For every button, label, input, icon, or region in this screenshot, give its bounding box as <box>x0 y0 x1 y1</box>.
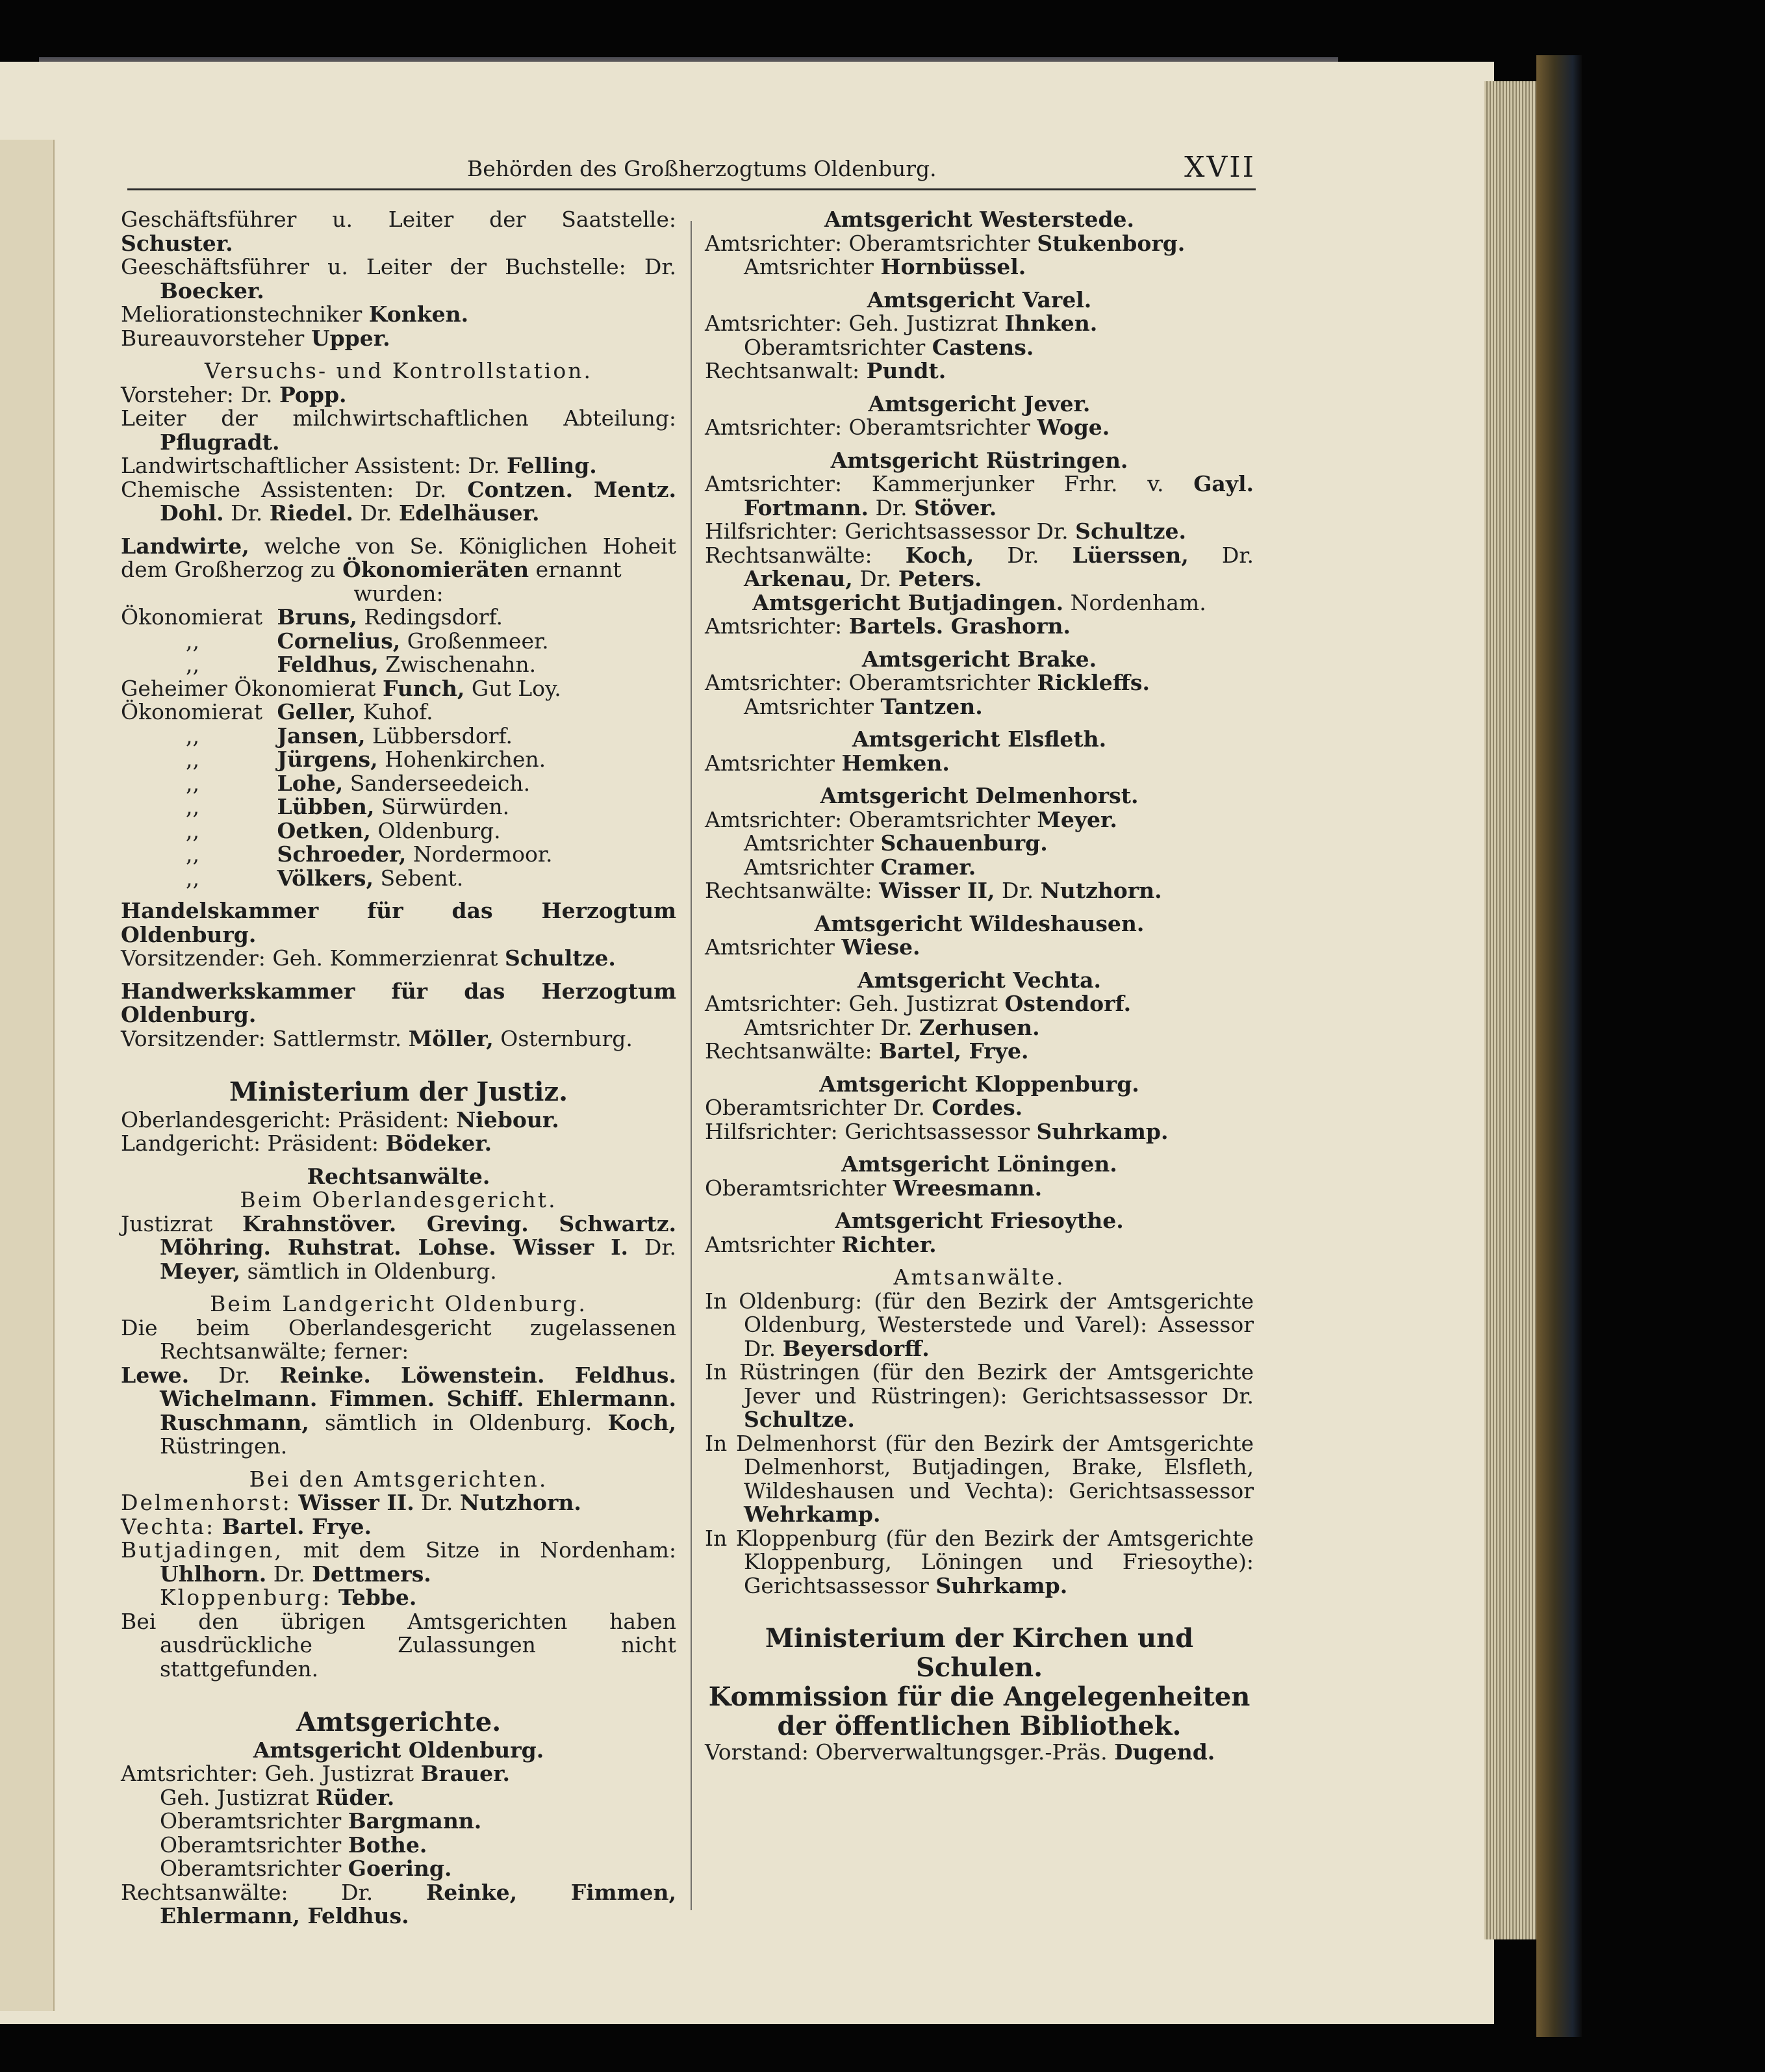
text-paragraph: Bei den übrigen Amtsgerichten haben ausdrückliche Zulassungen nicht stattgefunden. <box>121 1608 676 1682</box>
court-heading: Amtsgericht Löningen. <box>841 1151 1117 1177</box>
text-line: Amtsrichter: Geh. Justizrat Brauer. <box>121 1761 511 1786</box>
court-heading: Amtsgericht Wildeshausen. <box>814 910 1145 936</box>
text-line: Geeschäftsführer u. Leiter der Buchstelle: Dr. Boecker. <box>121 254 676 303</box>
section-heading: Handelskammer für das Herzogtum Oldenburg. <box>121 898 676 947</box>
text-line: Amtsrichter Wiese. <box>705 934 921 960</box>
text-line: Chemische Assistenten: Dr. Contzen. Mentz. Dohl. Dr. Riedel. Dr. Edelhäuser. <box>121 476 676 526</box>
text-line: Rechtsanwälte: Dr. Reinke, Fimmen, Ehlermann, Feldhus. <box>121 1879 676 1928</box>
text-line: Rechtsanwalt: Pundt. <box>705 358 946 383</box>
book-cover-edge <box>1536 55 1582 2037</box>
right-column <box>705 208 1254 1765</box>
text-line: Amtsrichter: Kammerjunker Frhr. v. Gayl. Fortmann. Dr. Stöver. <box>705 471 1254 520</box>
list-item: ,, Feldhus, Zwischenahn. <box>186 652 537 677</box>
section-heading: Versuchs- und Kontrollstation. <box>205 358 592 383</box>
text-line: Hilfsrichter: Gerichtsassessor Suhrkamp. <box>705 1118 1169 1144</box>
text-paragraph: In Delmenhorst (für den Bezirk der Amtsgerichte Delmenhorst, Butjadingen, Brake, Elsfleth, Wildeshausen und Vechta): Gerichtsassessor Wehrkamp. <box>705 1430 1254 1527</box>
text-line: Amtsrichter Hornbüssel. <box>744 254 1026 279</box>
ministry-heading: Ministerium der Justiz. <box>229 1077 568 1107</box>
court-heading: Amtsgericht Varel. <box>867 287 1092 313</box>
text-line: Bureauvorsteher Upper. <box>121 325 390 351</box>
text-line: Amtsrichter: Geh. Justizrat Ostendorf. <box>705 991 1132 1016</box>
court-heading: Amtsgericht Vechta. <box>857 967 1101 993</box>
text-paragraph: Lewe. Dr. Reinke. Löwenstein. Feldhus. Wichelmann. Fimmen. Schiff. Ehlermann. Ruschmann, sämtlich in Oldenburg. Koch, Rüstringen. <box>121 1362 676 1459</box>
text-line: Rechtsanwälte: Koch, Dr. Lüerssen, Dr. Arkenau, Dr. Peters. <box>705 542 1254 591</box>
page-edges <box>1484 81 1536 1939</box>
text-line: Vorsitzender: Sattlermstr. Möller, Osternburg. <box>121 1025 633 1051</box>
text-paragraph: In Kloppenburg (für den Bezirk der Amtsgerichte Kloppenburg, Löningen und Friesoythe): Gerichtsassessor Suhrkamp. <box>705 1525 1254 1598</box>
list-item: Ökonomierat Bruns, Redingsdorf. <box>121 604 503 630</box>
section-heading: Handwerkskammer für das Herzogtum Oldenburg. <box>121 978 676 1027</box>
text-line: Oberlandesgericht: Präsident: Niebour. <box>121 1106 559 1132</box>
list-item: ,, Schroeder, Nordermoor. <box>186 841 553 867</box>
text-paragraph: In Oldenburg: (für den Bezirk der Amtsgerichte Oldenburg, Westerstede und Varel): Assessor Dr. Beyersdorff. <box>705 1288 1254 1361</box>
text-paragraph: In Rüstringen (für den Bezirk der Amtsgerichte Jever und Rüstringen): Gerichtsassessor Dr. Schultze. <box>705 1359 1254 1432</box>
oekonomierat-list <box>121 606 676 890</box>
text-line: Hilfsrichter: Gerichtsassessor Dr. Schultze. <box>705 518 1187 544</box>
text-paragraph: Landwirte, welche von Se. Königlichen Hoheit dem Großherzog zu Ökonomieräten ernannt <box>121 533 676 582</box>
court-heading: Amtsgericht Kloppenburg. <box>819 1071 1139 1097</box>
section-heading: Rechtsanwälte. <box>307 1163 490 1189</box>
text-line: Landgericht: Präsident: Bödeker. <box>121 1131 492 1156</box>
text-line: Amtsrichter Schauenburg. <box>744 830 1048 856</box>
text-line: Leiter der milchwirtschaftlichen Abteilung: Pflugradt. <box>121 405 676 455</box>
text-line: Amtsrichter Cramer. <box>744 854 976 880</box>
court-heading: Amtsgericht Rüstringen. <box>830 447 1128 473</box>
list-item: ,, Lohe, Sanderseedeich. <box>186 770 531 796</box>
text-line: Amtsrichter Tantzen. <box>744 693 983 719</box>
list-item: ,, Jürgens, Hohenkirchen. <box>186 747 546 772</box>
court-heading: Amtsgericht Westerstede. <box>824 207 1135 232</box>
text-line: Vechta: Bartel. Frye. <box>121 1513 372 1539</box>
header-title: Behörden des Großherzogtums Oldenburg. <box>467 156 937 181</box>
list-item: ,, Lübben, Sürwürden. <box>186 794 510 819</box>
list-item: ,, Jansen, Lübbersdorf. <box>186 723 513 748</box>
text-paragraph: Justizrat Krahnstöver. Greving. Schwartz. Möhring. Ruhstrat. Lohse. Wisser I. Dr. Meyer, sämtlich in Oldenburg. <box>121 1210 676 1284</box>
court-heading: Amtsgericht Friesoythe. <box>835 1208 1124 1233</box>
text-line: Amtsrichter: Geh. Justizrat Ihnken. <box>705 311 1098 336</box>
running-header <box>127 148 1256 190</box>
text-line: Rechtsanwälte: Wisser II, Dr. Nutzhorn. <box>705 878 1162 903</box>
list-item: Ökonomierat Geller, Kuhof. <box>121 699 433 724</box>
text-line: Amtsrichter: Oberamtsrichter Stukenborg. <box>705 230 1186 256</box>
court-heading: Amtsgericht Elsfleth. <box>852 726 1107 752</box>
text-line: Kloppenburg: Tebbe. <box>160 1585 417 1610</box>
court-heading: Amtsgericht Butjadingen. Nordenham. <box>752 589 1206 615</box>
ministry-heading: Ministerium der Kirchen und Schulen. <box>765 1623 1194 1683</box>
court-heading: Amtsgericht Jever. <box>868 390 1091 416</box>
text-line: Rechtsanwälte: Bartel, Frye. <box>705 1038 1029 1064</box>
left-column <box>121 208 676 1928</box>
subsection-heading: Beim Oberlandesgericht. <box>240 1187 557 1212</box>
text-line: Oberamtsrichter Goering. <box>160 1856 452 1881</box>
text-line: Amtsrichter Hemken. <box>705 750 950 776</box>
text-line: Vorstand: Oberverwaltungsger.-Präs. Dugend. <box>705 1739 1215 1765</box>
text-line: Butjadingen, mit dem Sitze in Nordenham: Uhlhorn. Dr. Dettmers. <box>121 1537 676 1587</box>
text-line: Oberamtsrichter Bargmann. <box>160 1808 482 1834</box>
text-line: Amtsrichter: Oberamtsrichter Woge. <box>705 415 1110 440</box>
subsection-heading: Beim Landgericht Oldenburg. <box>210 1291 587 1316</box>
text-line: Oberamtsrichter Castens. <box>744 334 1034 360</box>
text-paragraph: Die beim Oberlandesgericht zugelassenen Rechtsanwälte; ferner: <box>121 1314 676 1364</box>
court-heading: Amtsgericht Delmenhorst. <box>820 783 1139 808</box>
text-line: Vorsteher: Dr. Popp. <box>121 381 347 407</box>
text-line: Delmenhorst: Wisser II. Dr. Nutzhorn. <box>121 1490 581 1515</box>
text-line: Amtsrichter: Oberamtsrichter Meyer. <box>705 806 1117 832</box>
column-divider <box>691 221 692 1910</box>
text-line: Oberamtsrichter Wreesmann. <box>705 1175 1043 1201</box>
court-heading: Amtsgericht Brake. <box>861 646 1097 672</box>
text-line: Landwirtschaftlicher Assistent: Dr. Felling. <box>121 453 597 478</box>
text-line: wurden: <box>353 580 444 606</box>
text-line: Vorsitzender: Geh. Kommerzienrat Schultze. <box>121 945 616 971</box>
text-line: Amtsrichter: Bartels. Grashorn. <box>705 613 1071 639</box>
text-line: Amtsrichter Richter. <box>705 1231 937 1257</box>
list-item: ,, Oetken, Oldenburg. <box>186 817 501 843</box>
list-item: ,, Cornelius, Großenmeer. <box>186 628 549 654</box>
text-line: Amtsrichter Dr. Zerhusen. <box>744 1014 1040 1040</box>
text-line: Oberamtsrichter Bothe. <box>160 1832 427 1858</box>
page-number: XVII <box>1184 151 1256 184</box>
text-line: Meliorationstechniker Konken. <box>121 301 469 327</box>
list-item: Geheimer Ökonomierat Funch, Gut Loy. <box>121 675 561 701</box>
section-heading: Amtsanwälte. <box>893 1264 1065 1290</box>
text-line: Amtsrichter: Oberamtsrichter Rickleffs. <box>705 670 1150 695</box>
text-line: Geschäftsführer u. Leiter der Saatstelle: Schuster. <box>121 207 676 256</box>
list-item: ,, Völkers, Sebent. <box>186 865 464 891</box>
left-page-sliver <box>0 140 55 2011</box>
subsection-heading: Bei den Amtsgerichten. <box>249 1466 548 1492</box>
text-line: Geh. Justizrat Rüder. <box>160 1784 395 1810</box>
text-line: Oberamtsrichter Dr. Cordes. <box>705 1095 1023 1120</box>
ministry-subheading: Kommission für die Angelegenheiten der öffentlichen Bibliothek. <box>708 1682 1251 1741</box>
court-heading: Amtsgericht Oldenburg. <box>253 1737 544 1763</box>
section-heading: Amtsgerichte. <box>296 1707 502 1737</box>
